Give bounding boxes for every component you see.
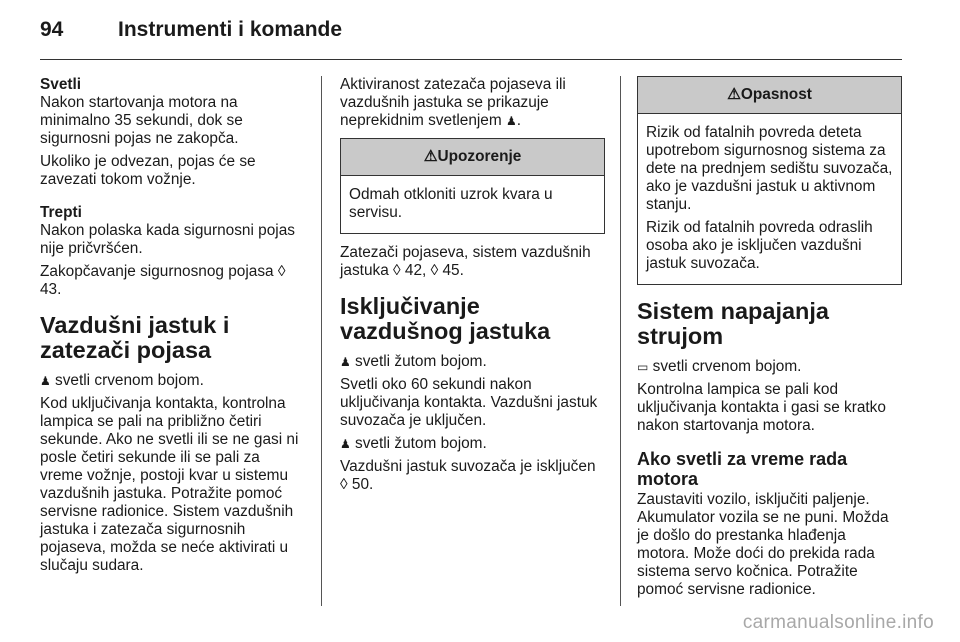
airbag-off-icon: ♟︎ (340, 437, 351, 451)
warning-box-text: Odmah otkloniti uzrok kvara u servisu. (349, 186, 553, 221)
column-divider-2 (620, 76, 621, 606)
warning-box-header: ⚠︎Upozorenje (341, 139, 604, 176)
danger-triangle-icon: ⚠︎ (727, 86, 741, 103)
header-rule (40, 59, 902, 60)
column-2 (340, 76, 605, 499)
trepti-text-2: Zakopčavanje sigurnosnog pojasa ◊ 43. (40, 263, 286, 298)
airbag-off-heading: Isključivanje vazdušnog jastuka (340, 293, 551, 344)
power-heading: Sistem napajanja strujom (637, 298, 829, 349)
battery-status-line: ▭ svetli crvenom bojom. (637, 358, 802, 375)
airbag-on-text: Svetli oko 60 sekundi nakon uključivanja kontakta. Vazdušni jastuk suvozača je uključen. (340, 376, 598, 429)
airbag-on-icon: ♟︎ (340, 355, 351, 369)
warning-triangle-icon: ⚠︎ (423, 148, 438, 165)
airbag-warning-icon: ♟︎ (505, 114, 517, 128)
running-subheading: Ako svetli za vreme rada motora (637, 449, 848, 489)
tensioner-reference: Zatezači pojaseva, sistem vazdušnih jastuka ◊ 42, ◊ 45. (340, 244, 591, 279)
danger-box (637, 76, 902, 285)
running-text: Zaustaviti vozilo, isključiti paljenje. Akumulator vozila se ne puni. Možda je došlo do prestanka hlađenja motora. Može doći do prekida rada sistema servo kočnica. Potražite pomoć servisne radionice. (637, 491, 889, 598)
column-divider-1 (321, 76, 322, 606)
page-title: Instrumenti i komande (118, 18, 343, 41)
danger-text-2: Rizik od fatalnih povreda odraslih osoba ako je isključen vazdušni jastuk suvozača. (646, 219, 873, 272)
airbag-heading: Vazdušni jastuk i zatezači pojasa (40, 312, 230, 363)
danger-text-1: Rizik od fatalnih povreda deteta upotrebom sigurnosnog sistema za dete na prednjem sedištu suvozača, ako je vazdušni jastuk u aktivnom stanju. (646, 124, 893, 213)
svetli-subheading: Svetli (40, 76, 82, 93)
airbag-off-status-line: ♟︎ svetli žutom bojom. (340, 435, 487, 452)
activation-text: Aktiviranost zatezača pojaseva ili vazdušnih jastuka se prikazuje neprekidnim svetlenjem ♟︎. (340, 76, 566, 129)
battery-text: Kontrolna lampica se pali kod uključivanja kontakta i gasi se kratko nakon startovanja motora. (637, 381, 886, 434)
trepti-text-1: Nakon polaska kada sigurnosni pojas nije pričvršćen. (40, 222, 295, 257)
airbag-description: Kod uključivanja kontakta, kontrolna lampica se pali na približno četiri sekunde. Ako ne svetli ili se ne gasi ni posle četiri sekunde ili se pali za vreme vožnje, postoji kvar u sistemu vazdušnih jastuka. Potražite pomoć servisne radionice. Sistem vazdušnih jastuka i zatezača sigurnosnih pojaseva, možda se neće aktivirati u slučaju sudara. (40, 395, 299, 574)
airbag-warning-icon: ♟︎ (40, 374, 51, 388)
svetli-text-2: Ukoliko je odvezan, pojas će se zavezati tokom vožnje. (40, 153, 256, 188)
danger-box-header: ⚠︎Opasnost (638, 77, 901, 114)
svetli-text-1: Nakon startovanja motora na minimalno 35 sekundi, dok se sigurnosni pojas ne zakopča. (40, 94, 243, 147)
airbag-off-text: Vazdušni jastuk suvozača je isključen ◊ 50. (340, 458, 596, 493)
page-number: 94 (40, 18, 64, 41)
battery-icon: ▭ (637, 360, 649, 374)
column-3 (637, 76, 902, 604)
column-1 (40, 76, 305, 580)
airbag-status-line: ♟︎ svetli crvenom bojom. (40, 372, 204, 389)
trepti-subheading: Trepti (40, 204, 82, 221)
warning-box (340, 138, 605, 234)
watermark: carmanualsonline.info (742, 612, 934, 633)
airbag-on-status-line: ♟︎ svetli žutom bojom. (340, 353, 487, 370)
